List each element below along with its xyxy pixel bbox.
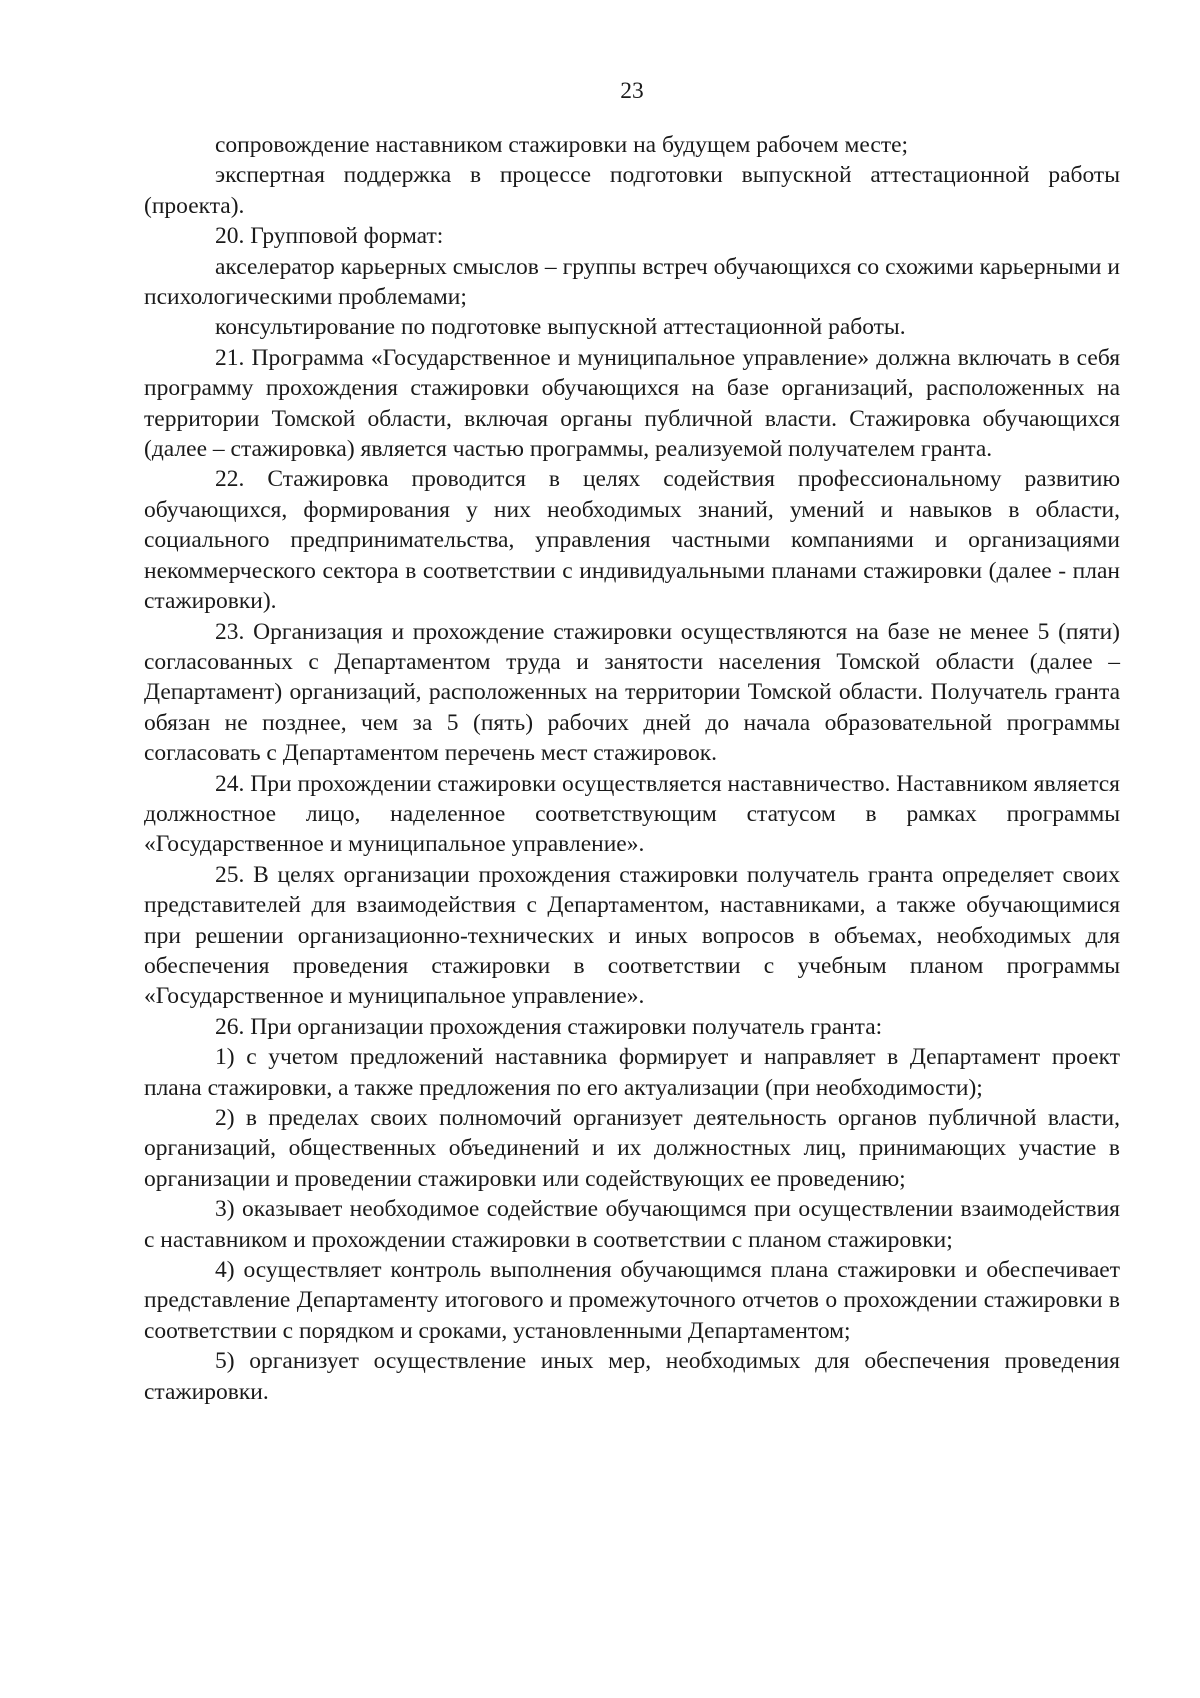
paragraph-item-24: 24. При прохождении стажировки осуществляется наставничество. Наставником является должностное лицо, наделенное соответствующим статусом в рамках программы «Государственное и муниципальное управление».	[144, 770, 1120, 858]
paragraph-item-26: 26. При организации прохождения стажировки получатель гранта:	[215, 1013, 883, 1040]
subitem-4: 4) осуществляет контроль выполнения обучающимся плана стажировки и обеспечивает представление Департаменту итогового и промежуточного отчетов о прохождении стажировки в соответствии с порядком и сроками, установленными Департаментом;	[144, 1257, 1120, 1344]
paragraph: консультирование по подготовке выпускной аттестационной работы.	[215, 314, 906, 341]
paragraph: 20. Групповой формат:	[215, 223, 444, 250]
document-page	[144, 0, 1120, 1698]
paragraph-item-25: 25. В целях организации прохождения стажировки получатель гранта определяет своих представителей для взаимодействия с Департаментом, наставниками, а также обучающимися при решении организационно-технических и иных вопросов в объемах, необходимых для обеспечения проведения стажировки в соответствии с учебным планом программы «Государственное и муниципальное управление».	[144, 861, 1120, 1010]
subitem-5: 5) организует осуществление иных мер, необходимых для обеспечения проведения стажировки.	[144, 1348, 1120, 1405]
subitem-3: 3) оказывает необходимое содействие обучающимся при осуществлении взаимодействия с наставником и прохождении стажировки в соответствии с планом стажировки;	[144, 1196, 1120, 1253]
subitem-1: 1) с учетом предложений наставника формирует и направляет в Департамент проект плана стажировки, а также предложения по его актуализации (при необходимости);	[144, 1044, 1120, 1101]
document-body	[144, 130, 1120, 1407]
paragraph-item-22: 22. Стажировка проводится в целях содействия профессиональному развитию обучающихся, формирования у них необходимых знаний, умений и навыков в области, социального предпринимательства, управления частными компаниями и организациями некоммерческого сектора в соответствии с индивидуальными планами стажировки (далее - план стажировки).	[144, 466, 1120, 615]
paragraph: сопровождение наставником стажировки на будущем рабочем месте;	[215, 132, 909, 158]
paragraph-item-21: 21. Программа «Государственное и муниципальное управление» должна включать в себя программу прохождения стажировки обучающихся на базе организаций, расположенных на территории Томской области, включая органы публичной власти. Стажировка обучающихся (далее – стажировка) является частью программы, реализуемой получателем гранта.	[144, 344, 1120, 463]
page-number: 23	[620, 78, 644, 104]
paragraph-item-23: 23. Организация и прохождение стажировки осуществляются на базе не менее 5 (пяти) согласованных с Департаментом труда и занятости населения Томской области (далее – Департамент) организаций, расположенных на территории Томской области. Получатель гранта обязан не позднее, чем за 5 (пять) рабочих дней до начала образовательной программы согласовать с Департаментом перечень мест стажировок.	[144, 618, 1120, 767]
paragraph: акселератор карьерных смыслов – группы встреч обучающихся со схожими карьерными и психологическими проблемами;	[144, 253, 1120, 311]
subitem-2: 2) в пределах своих полномочий организует деятельность органов публичной власти, организаций, общественных объединений и их должностных лиц, принимающих участие в организации и проведении стажировки или содействующих ее проведению;	[144, 1105, 1120, 1192]
paragraph: экспертная поддержка в процессе подготовки выпускной аттестационной работы (проекта).	[144, 162, 1120, 219]
